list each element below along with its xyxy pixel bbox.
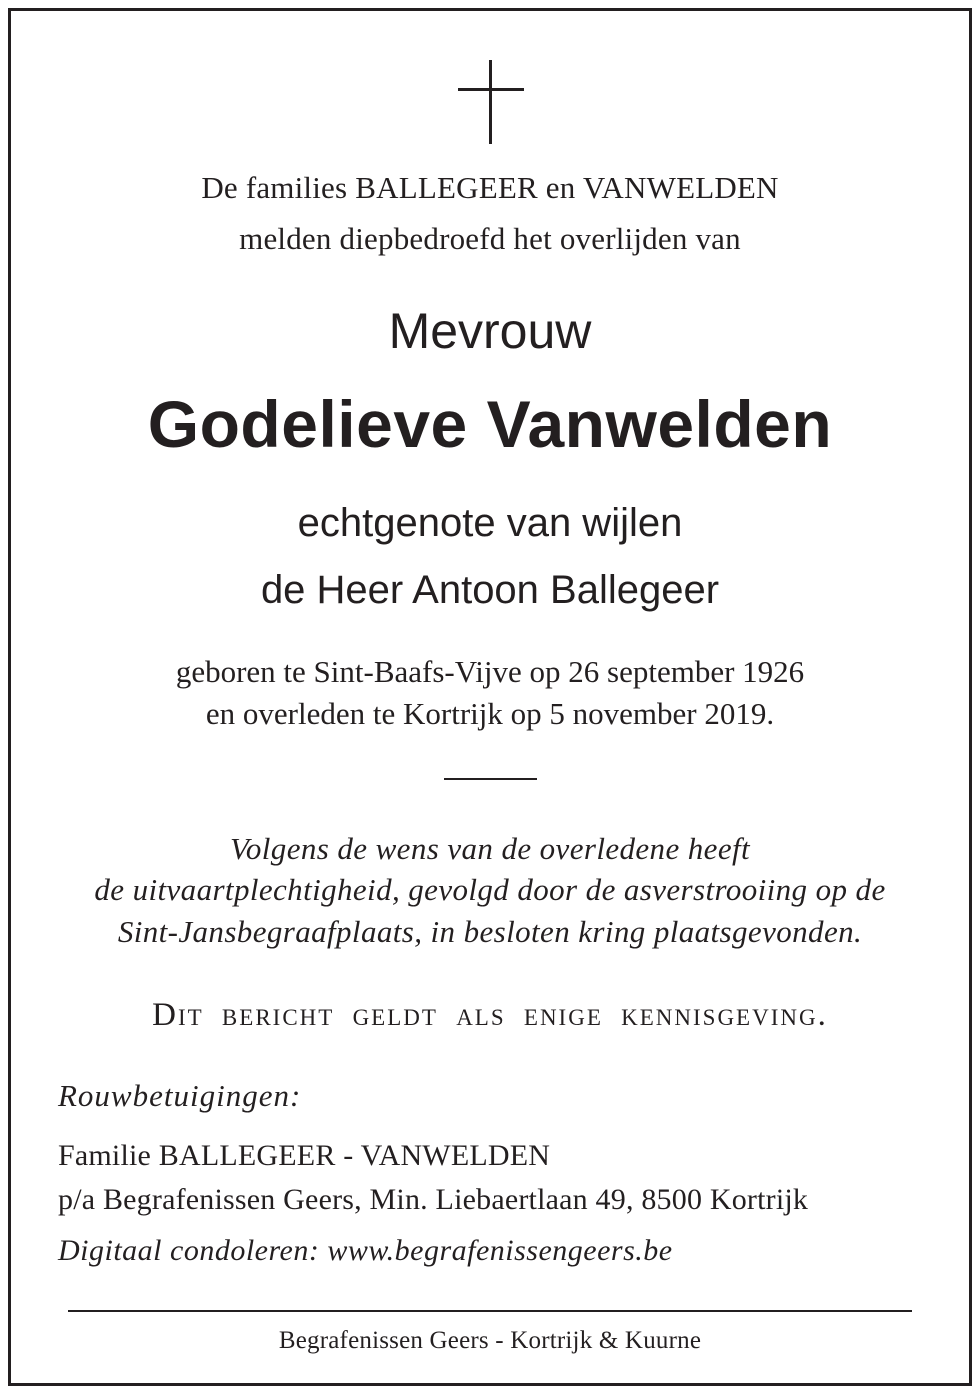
- cross-icon: [458, 60, 524, 144]
- deceased-name: Godelieve Vanwelden: [147, 387, 833, 461]
- separator-rule: [444, 778, 537, 780]
- ceremony-line-3: Sint-Jansbegraafplaats, in besloten kring plaatsgevonden.: [117, 914, 863, 949]
- ceremony-line-1: Volgens de wens van de overledene heeft: [229, 831, 751, 866]
- death-date-line: en overleden te Kortrijk op 5 november 2019.: [205, 696, 775, 731]
- condolences-family: Familie BALLEGEER - VANWELDEN: [58, 1139, 551, 1172]
- condolences-address: p/a Begrafenissen Geers, Min. Liebaertlaan 49, 8500 Kortrijk: [58, 1183, 809, 1216]
- birth-date-line: geboren te Sint-Baafs-Vijve op 26 september 1926: [175, 654, 805, 689]
- ceremony-line-2: de uitvaartplechtigheid, gevolgd door de asverstrooiing op de: [94, 872, 886, 907]
- cross-horizontal-bar: [458, 88, 524, 91]
- intro-line-announcement: melden diepbedroefd het overlijden van: [239, 221, 741, 256]
- notice-line: Dit bericht geldt als enige kennisgeving.: [152, 997, 828, 1033]
- digital-condolences-line: Digitaal condoleren: www.begrafenissengeers.be: [58, 1234, 673, 1267]
- footer-funeral-home: Begrafenissen Geers - Kortrijk & Kuurne: [278, 1327, 702, 1354]
- spouse-line-1: echtgenote van wijlen: [297, 501, 683, 545]
- deceased-title: Mevrouw: [388, 303, 592, 359]
- condolences-label: Rouwbetuigingen:: [58, 1078, 302, 1113]
- spouse-line-2: de Heer Antoon Ballegeer: [260, 568, 720, 612]
- intro-line-families: De families BALLEGEER en VANWELDEN: [201, 170, 779, 205]
- footer-rule: [68, 1310, 912, 1312]
- cross-vertical-bar: [489, 60, 492, 144]
